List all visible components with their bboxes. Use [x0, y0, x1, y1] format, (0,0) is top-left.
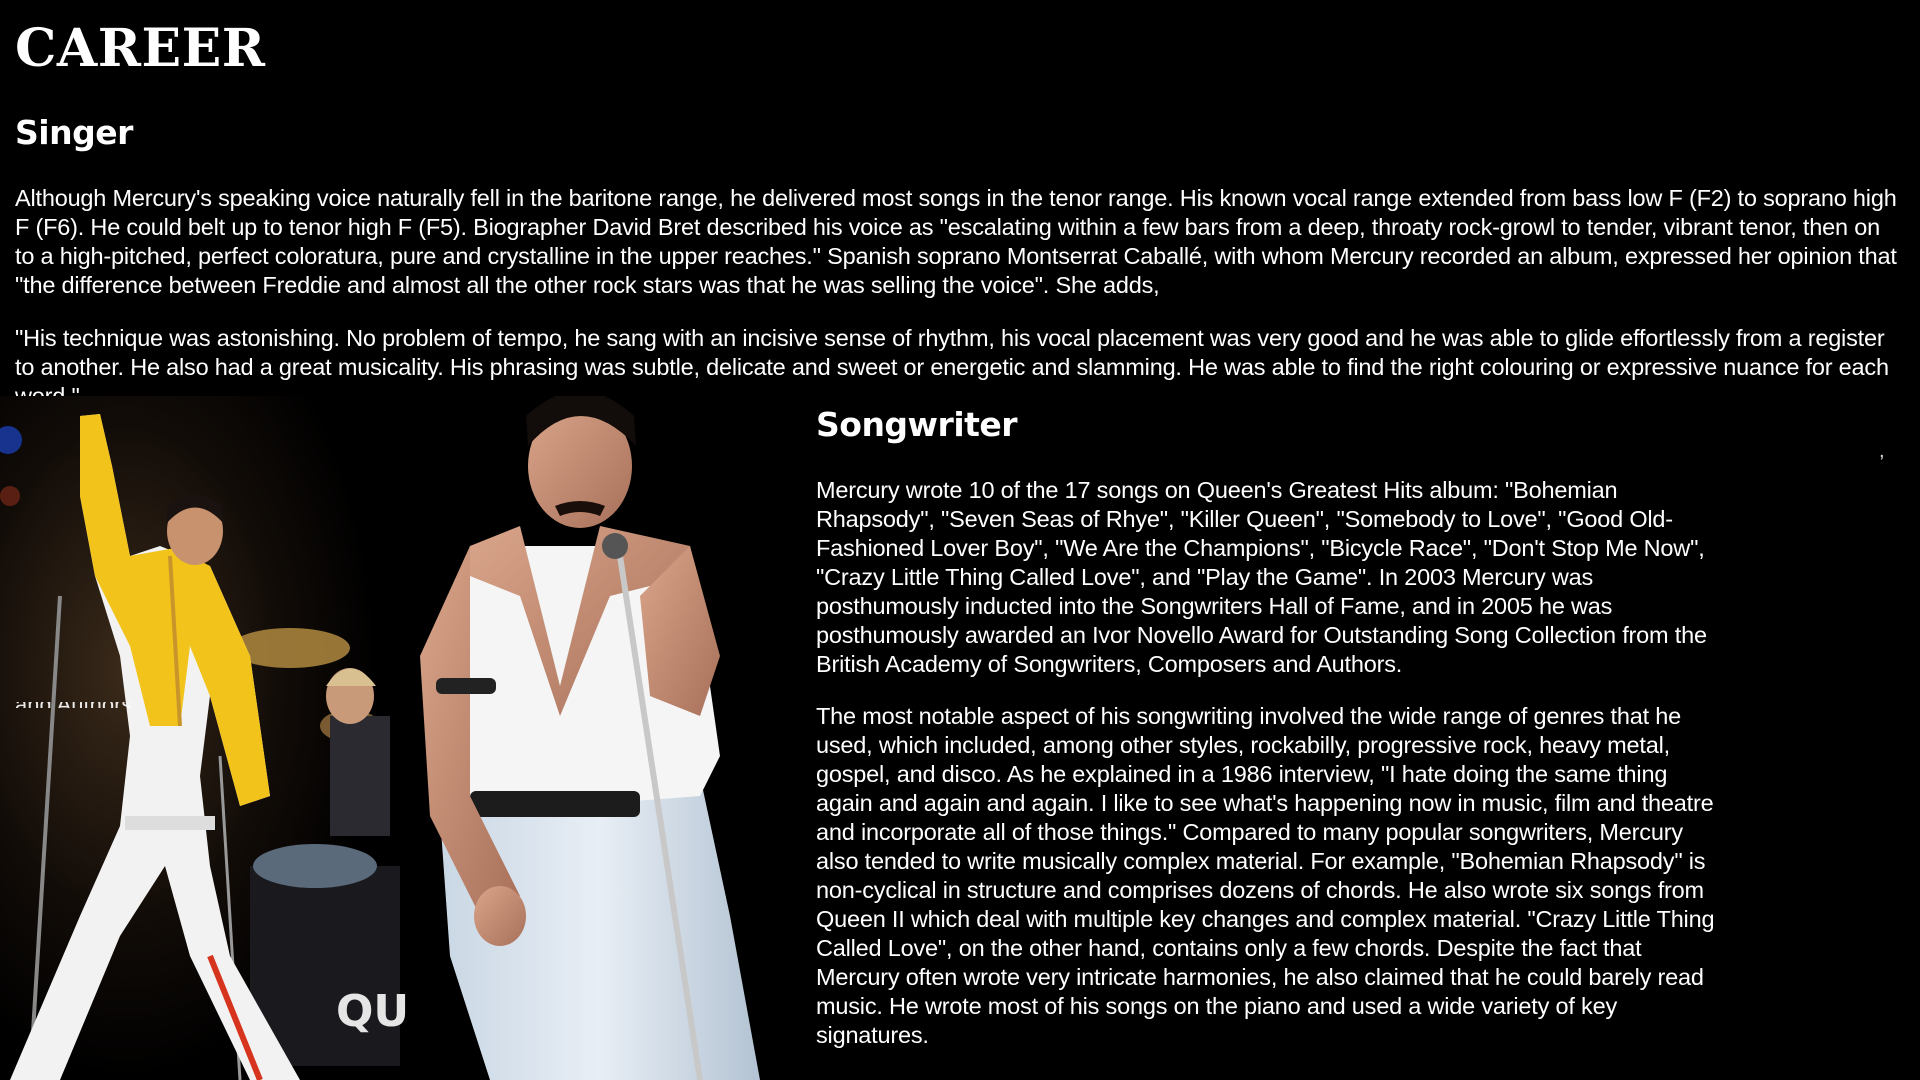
stray-punctuation-mark: , [1879, 440, 1885, 462]
songwriter-heading: Songwriter [816, 405, 1018, 444]
songwriter-paragraph-1: Mercury wrote 10 of the 17 songs on Queen's Greatest Hits album: "Bohemian Rhapsody", "Seven Seas of Rhye", "Killer Queen", "Somebody to Love", "Good Old-Fashioned Lover Boy", "We Are the Champions", "Bicycle Race", "Don't Stop Me Now", "Crazy Little Thing Called Love", and "Play the Game". In 2003 Mercury was posthumously inducted into the Songwriters Hall of Fame, and in 2005 he was posthumously awarded an Ivor Novello Award for Outstanding Song Collection from the British Academy of Songwriters, Composers and Authors. [816, 477, 1707, 677]
page-title: CAREER [15, 18, 266, 79]
singer-paragraph-2: "His technique was astonishing. No problem of tempo, he sang with an incisive sense of rhythm, his vocal placement was very good and he was able to glide effortlessly from a register to another. He also had a great musicality. His phrasing was subtle, delicate and sweet or energetic and slamming. He was able to find the right colouring or expressive nuance for each [15, 325, 1889, 380]
singer-paragraph-1: Although Mercury's speaking voice naturally fell in the baritone range, he delivered most songs in the tenor range. His known vocal range extended from bass low F (F2) to soprano high F (F6). He could belt up to tenor high F (F5). Biographer David Bret described his voice as "escalating within a few bars from a deep, throaty rock-growl to tender, vibrant tenor, then on to a high-pitched, perfect coloratura, pure and crystalline in the upper reaches." Spanish soprano Montserrat Caballé, with whom Mercury recorded an album, expressed her opinion that "the difference between Freddie and almost all the other rock stars was that he was selling the voice". She adds, [15, 185, 1897, 298]
songwriter-paragraph-2: The most notable aspect of his songwriting involved the wide range of genres that he used, which included, among other styles, rockabilly, progressive rock, heavy metal, gospel, and disco. As he explained in a 1986 interview, "I hate doing the same thing again and again and again. I like to see what's happening now in music, film and theatre and incorporate all of those things." Compared to many popular songwriters, Mercury also tended to write musically complex material. For example, "Bohemian Rhapsody" is non-cyclical in structure and comprises dozens of chords. He also wrote six songs from Queen II which deal with multiple key changes and complex material. "Crazy Little Thing Called Love", on the other hand, contains only a few chords. Despite the fact that Mercury often wrote very intricate harmonies, he also claimed that he could barely read music. He wrote most of his songs on the piano and used a wide variety of key signatures. [816, 703, 1715, 1048]
singer-heading: Singer [15, 113, 133, 152]
drum-logo-text: QU [336, 986, 410, 1037]
freddie-mercury-photo [0, 396, 800, 1080]
